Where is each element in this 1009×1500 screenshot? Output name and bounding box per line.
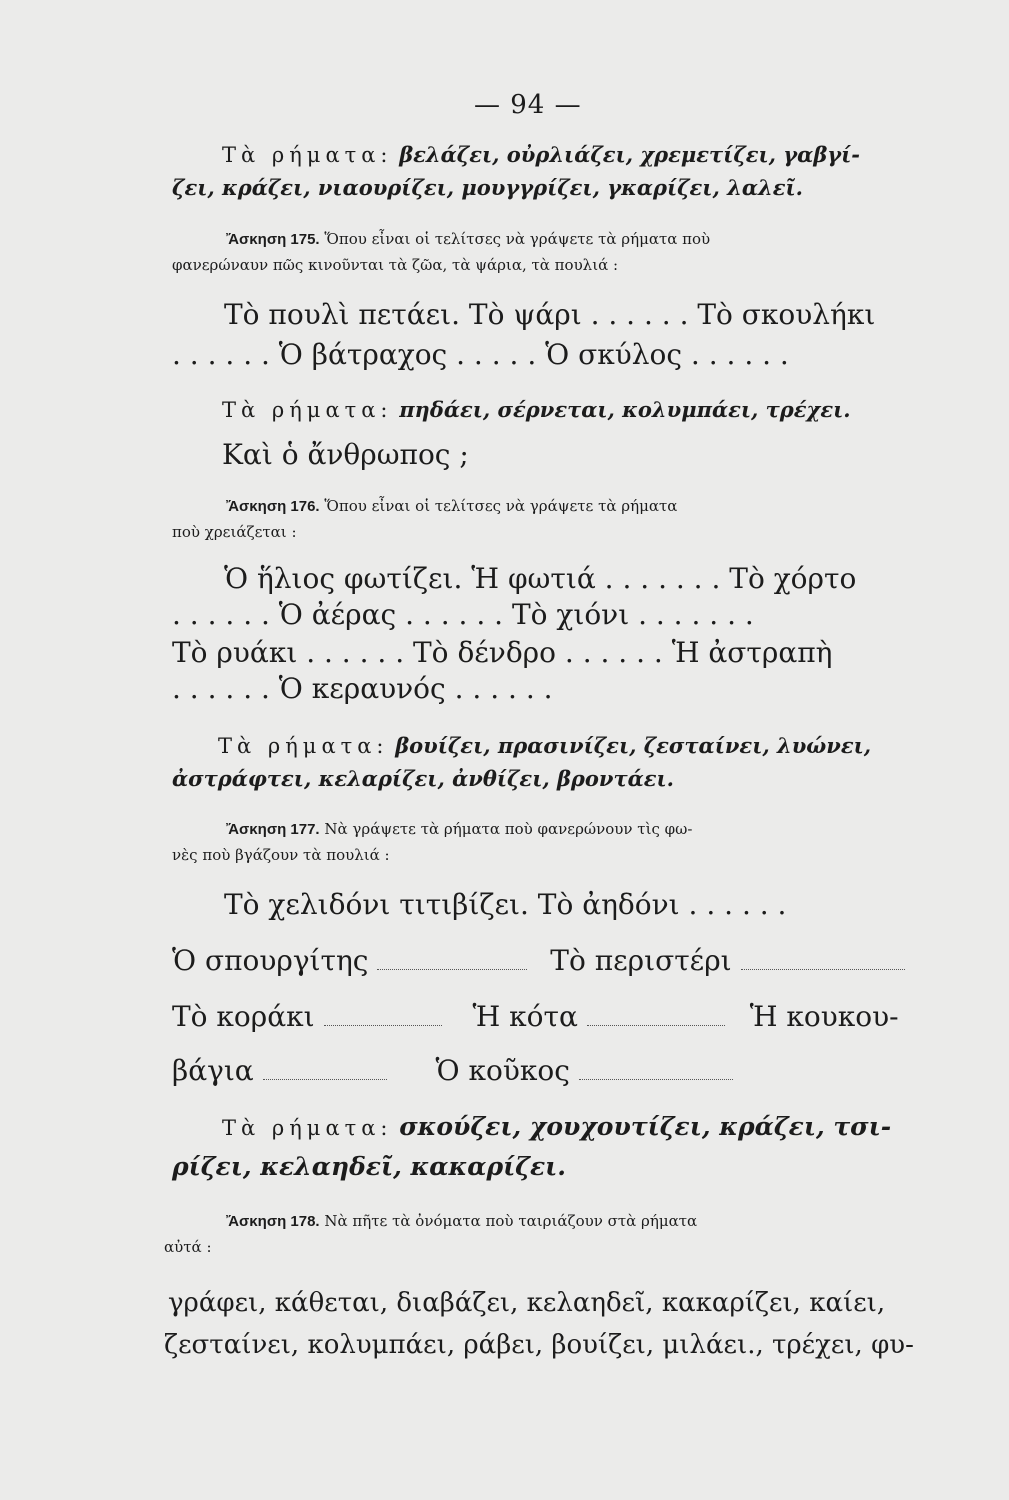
exercise-177-text-line-3 — [172, 1000, 899, 1033]
exercise-177-instruction-line-1 — [226, 820, 692, 838]
word-sparrow: Ὁ σπουργίτης — [172, 944, 369, 977]
blank-line — [587, 1024, 725, 1026]
exercise-176-verbs-line-1 — [218, 733, 871, 758]
exercise-177-instruction-line-2: νὲς ποὺ βγάζουν τὰ πουλιά : — [172, 846, 390, 864]
exercise-177-verbs-line-2: ρίζει, κελαηδεῖ, κακαρίζει. — [172, 1152, 566, 1181]
exercise-175-text-line-2: . . . . . . Ὁ βάτραχος . . . . . Ὁ σκύλος . . . . . . — [172, 338, 789, 371]
word-crow: Τὸ κοράκι — [172, 1000, 315, 1033]
exercise-177-verbs-line-1 — [222, 1112, 891, 1141]
exercise-177-title: Ἄσκηση 177. — [226, 821, 320, 838]
exercise-175-instruction-line-1 — [226, 230, 710, 248]
exercise-175-question: Καὶ ὁ ἄνθρωπος ; — [222, 438, 469, 471]
verbs-words: πηδάει, σέρνεται, κολυμπάει, τρέχει. — [399, 397, 851, 422]
exercise-177-text-line-2 — [172, 944, 905, 977]
exercise-175-verbs — [222, 397, 851, 422]
exercise-178-instruction-line-2: αὐτά : — [164, 1238, 212, 1256]
exercise-177-text-line-4 — [172, 1054, 733, 1087]
blank-line — [263, 1078, 387, 1080]
blank-line — [324, 1024, 442, 1026]
exercise-178-text-line-1: γράφει, κάθεται, διαβάζει, κελαηδεῖ, κακαρίζει, καίει, — [168, 1288, 886, 1318]
blank-line — [741, 968, 905, 970]
verbs-words: βελάζει, οὐρλιάζει, χρεμετίζει, γαβγί- — [399, 142, 861, 167]
exercise-178-instruction-line-1 — [226, 1212, 697, 1230]
exercise-178-title: Ἄσκηση 178. — [226, 1213, 320, 1230]
blank-line — [377, 968, 527, 970]
word-owl: Ἡ κουκου- — [749, 1000, 899, 1033]
verbs-label: Τὰ ρήματα: — [222, 143, 393, 167]
word-owl-cont: βάγια — [172, 1054, 254, 1087]
exercise-176-text-line-2: . . . . . . Ὁ ἀέρας . . . . . . Τὸ χιόνι . . . . . . . — [172, 598, 754, 631]
blank-line — [579, 1078, 733, 1080]
exercise-175-title: Ἄσκηση 175. — [226, 231, 320, 248]
verbs-words: σκούζει, χουχουτίζει, κράζει, τσι- — [399, 1112, 892, 1141]
verbs-list-1-line-2: ζει, κράζει, νιαουρίζει, μουγγρίζει, γκαρίζει, λαλεῖ. — [172, 175, 803, 200]
verbs-words: βουίζει, πρασινίζει, ζεσταίνει, λυώνει, — [395, 733, 872, 758]
verbs-label: Τὰ ρήματα: — [218, 734, 389, 758]
exercise-178-instruction-text: Νὰ πῆτε τὰ ὀνόματα ποὺ ταιριάζουν στὰ ρήματα — [324, 1212, 698, 1230]
word-cuckoo: Ὁ κοῦκος — [435, 1054, 570, 1087]
word-hen: Ἡ κότα — [472, 1000, 578, 1033]
page-number: — 94 — — [474, 90, 582, 120]
exercise-177-instruction-text: Νὰ γράψετε τὰ ρήματα ποὺ φανερώνουν τὶς φω- — [324, 820, 693, 838]
exercise-176-text-line-3: Τὸ ρυάκι . . . . . . Τὸ δένδρο . . . . . . Ἡ ἀστραπὴ — [172, 636, 833, 669]
word-dove: Τὸ περιστέρι — [550, 944, 732, 977]
exercise-175-text-line-1: Τὸ πουλὶ πετάει. Τὸ ψάρι . . . . . . Τὸ σκουλήκι — [224, 298, 876, 331]
exercise-176-instruction-line-2: ποὺ χρειάζεται : — [172, 523, 297, 541]
exercise-177-text-line-1: Τὸ χελιδόνι τιτιβίζει. Τὸ ἀηδόνι . . . . . . — [224, 888, 787, 921]
exercise-176-instruction-text: Ὅπου εἶναι οἱ τελίτσες νὰ γράψετε τὰ ρήματα — [324, 497, 678, 515]
exercise-176-title: Ἄσκηση 176. — [226, 498, 320, 515]
exercise-175-instruction-line-2: φανερώναυν πῶς κινοῦνται τὰ ζῶα, τὰ ψάρια, τὰ πουλιά : — [172, 256, 619, 274]
exercise-176-verbs-line-2: ἀστράφτει, κελαρίζει, ἀνθίζει, βροντάει. — [172, 766, 674, 791]
verbs-label: Τὰ ρήματα: — [222, 1116, 393, 1140]
exercise-176-text-line-4: . . . . . . Ὁ κεραυνός . . . . . . — [172, 672, 553, 705]
verbs-list-1-line-1 — [222, 142, 860, 167]
exercise-175-instruction-text: Ὅπου εἶναι οἱ τελίτσες νὰ γράψετε τὰ ρήματα ποὺ — [324, 230, 711, 248]
verbs-label: Τὰ ρήματα: — [222, 398, 393, 422]
exercise-176-instruction-line-1 — [226, 497, 677, 515]
exercise-178-text-line-2: ζεσταίνει, κολυμπάει, ράβει, βουίζει, μιλάει., τρέχει, φυ- — [164, 1330, 914, 1360]
exercise-176-text-line-1: Ὁ ἥλιος φωτίζει. Ἡ φωτιά . . . . . . . Τὸ χόρτο — [224, 562, 857, 595]
